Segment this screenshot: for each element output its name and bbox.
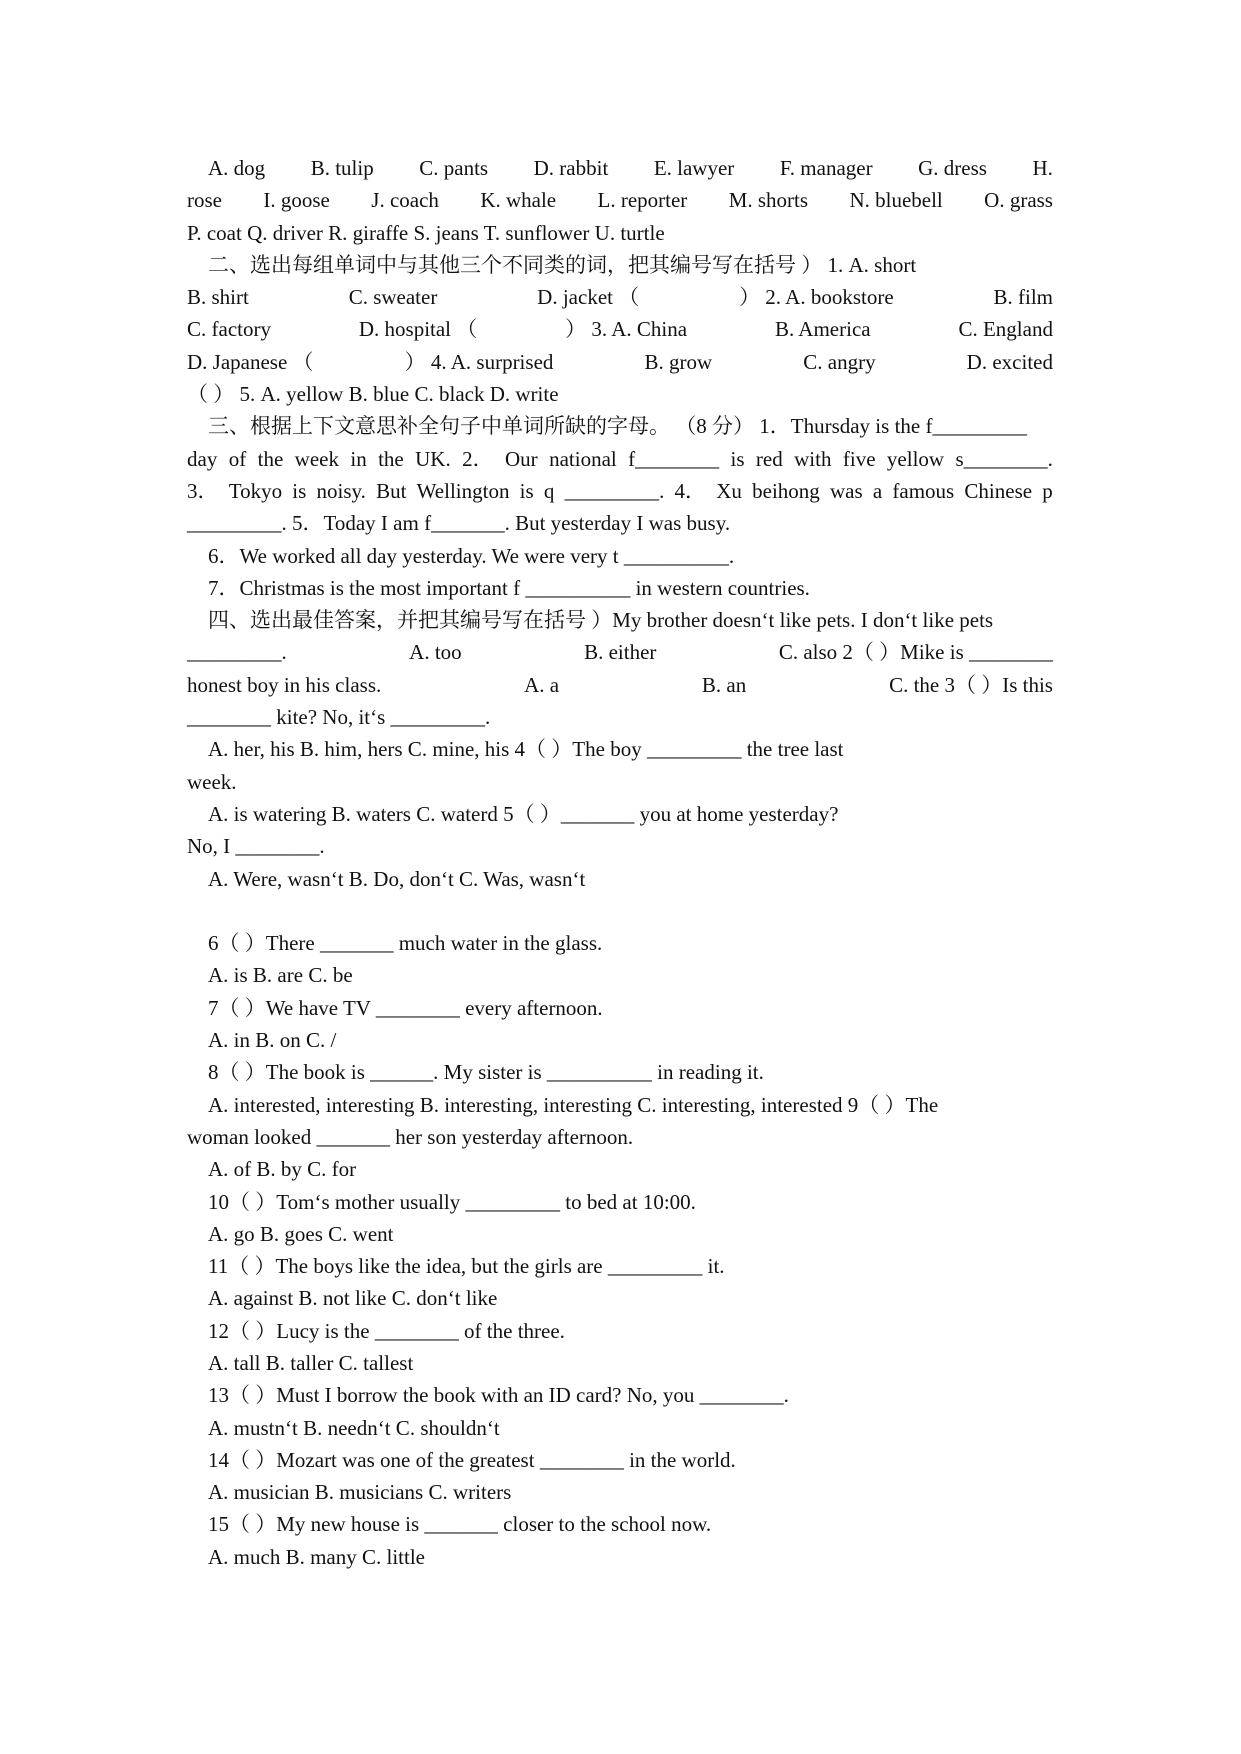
line-segment: F. manager (779, 156, 873, 180)
line-segment: p (1042, 478, 1053, 503)
text-line: _________. 5．Today I am f_______. But yesterday I was busy. (187, 511, 731, 536)
line-segment: is (292, 478, 307, 503)
text-line: （ ） 5. A. yellow B. blue C. black D. write (187, 382, 559, 407)
text-line: woman looked _______ her son yesterday afternoon. (187, 1124, 634, 1149)
line-segment: _________. (187, 640, 287, 665)
text-line: A. is watering B. waters C. waterd 5（ ）_______ you at home yesterday? (208, 801, 839, 826)
text-line: A. musician B. musicians C. writers (208, 1480, 512, 1505)
text-line: 7．Christmas is the most important f __________ in western countries. (208, 575, 810, 600)
line-segment: C. factory (187, 317, 271, 342)
text-line: A. tall B. taller C. tallest (208, 1350, 414, 1375)
line-segment: D. rabbit (533, 156, 609, 180)
line-segment: C. angry (803, 349, 876, 374)
line-segment: f________ (628, 446, 720, 471)
line-segment: D. hospital （ (358, 317, 478, 342)
text-line (187, 281, 1053, 313)
text-line: 10（ ）Tom‘s mother usually _________ to bed at 10:00. (208, 1189, 696, 1214)
line-segment: 4． (674, 478, 707, 503)
text-line: 15（ ）My new house is _______ closer to the school now. (208, 1512, 712, 1537)
text-line: 三、根据上下文意思补全句子中单词所缺的字母。 （8 分） 1．Thursday is the f_________ (208, 414, 1027, 439)
line-segment: noisy. (316, 478, 366, 503)
line-segment: D. Japanese （ (187, 349, 314, 374)
line-segment: D. excited (966, 349, 1053, 374)
text-line (187, 475, 1053, 507)
text-line: 7（ ）We have TV ________ every afternoon. (208, 995, 603, 1020)
line-segment: ） 3. A. China (565, 317, 688, 342)
line-segment: 2． (462, 446, 494, 471)
text-line (187, 636, 1053, 668)
line-segment: day (187, 446, 218, 471)
line-segment: B. grow (644, 349, 713, 374)
text-line: A. is B. are C. be (208, 963, 353, 988)
line-segment: q (543, 478, 555, 503)
line-segment: B. tulip (310, 156, 374, 180)
line-segment: yellow (886, 446, 945, 471)
line-segment: Xu (716, 478, 742, 503)
line-segment: Our (505, 446, 538, 471)
text-line: No, I ________. (187, 834, 325, 859)
line-segment: Tokyo (228, 478, 283, 503)
text-line: A. her, his B. him, hers C. mine, his 4（ ）The boy _________ the tree last (208, 737, 844, 762)
line-segment: UK. (415, 446, 451, 471)
line-segment: Wellington (416, 478, 510, 503)
line-segment: _________. (564, 478, 665, 503)
line-segment: in (350, 446, 367, 471)
line-segment: G. dress (918, 156, 987, 180)
line-segment: with (794, 446, 832, 471)
line-segment: 3． (187, 478, 219, 503)
line-segment: national (549, 446, 617, 471)
text-line: 13（ ）Must I borrow the book with an ID card? No, you ________. (208, 1383, 789, 1408)
line-segment: I. goose (263, 188, 330, 213)
line-segment: A. a (524, 672, 560, 697)
text-line: A. in B. on C. / (208, 1028, 337, 1053)
line-segment: B. America (774, 317, 871, 342)
line-segment: J. coach (371, 188, 439, 213)
line-segment: D. jacket （ (537, 285, 640, 310)
text-line: A. against B. not like C. don‘t like (208, 1286, 498, 1311)
line-segment: B. film (993, 285, 1053, 310)
line-segment: Chinese (964, 478, 1033, 503)
line-segment: a (872, 478, 883, 503)
text-line: 四、选出最佳答案，并把其编号写在括号 ）My brother doesn‘t like pets. I don‘t like pets (208, 608, 994, 633)
text-line: 8（ ）The book is ______. My sister is __________ in reading it. (208, 1060, 764, 1085)
line-segment: ） 4. A. surprised (404, 349, 554, 374)
text-line: A. mustn‘t B. needn‘t C. shouldn‘t (208, 1415, 500, 1440)
line-segment: K. whale (480, 188, 557, 213)
line-segment: five (842, 446, 876, 471)
line-segment: C. sweater (348, 285, 438, 310)
line-segment: C. the 3（ ）Is this (889, 672, 1053, 697)
exam-page (187, 152, 1053, 1573)
line-segment: B. an (701, 672, 747, 697)
text-line (187, 313, 1053, 345)
text-line: A. Were, wasn‘t B. Do, don‘t C. Was, wasn‘t (208, 866, 586, 891)
text-line (187, 443, 1053, 475)
line-segment: M. shorts (728, 188, 809, 213)
line-segment: the (378, 446, 404, 471)
text-line: 14（ ）Mozart was one of the greatest ________ in the world. (208, 1447, 736, 1472)
blank-line (187, 895, 1053, 927)
line-segment: But (376, 478, 407, 503)
text-line: P. coat Q. driver R. giraffe S. jeans T. sunflower U. turtle (187, 220, 665, 245)
line-segment: red (755, 446, 783, 471)
line-segment: A. too (409, 640, 462, 665)
text-line: A. go B. goes C. went (208, 1221, 394, 1246)
line-segment: A. dog (208, 156, 266, 180)
line-segment: ） 2. A. bookstore (739, 285, 894, 310)
line-segment: E. lawyer (653, 156, 735, 180)
line-segment: O. grass (984, 188, 1053, 213)
text-line (187, 184, 1053, 216)
line-segment: beihong (752, 478, 820, 503)
line-segment: C. pants (419, 156, 489, 180)
text-line: 6．We worked all day yesterday. We were very t __________. (208, 543, 735, 568)
text-line: 6（ ）There _______ much water in the glass. (208, 931, 603, 956)
line-segment: famous (892, 478, 955, 503)
text-line: 二、选出每组单词中与其他三个不同类的词，把其编号写在括号 ） 1. A. short (208, 252, 917, 277)
text-line: 12（ ）Lucy is the ________ of the three. (208, 1318, 565, 1343)
text-line (187, 346, 1053, 378)
line-segment: H. (1032, 156, 1053, 180)
line-segment: C. also 2（ ）Mike is ________ (778, 640, 1053, 665)
line-segment: C. England (958, 317, 1053, 342)
line-segment: rose (187, 188, 222, 213)
text-line: A. of B. by C. for (208, 1157, 357, 1182)
line-segment: B. either (584, 640, 657, 665)
line-segment: s________. (955, 446, 1053, 471)
line-segment: is (730, 446, 745, 471)
line-segment: L. reporter (597, 188, 688, 213)
line-segment: honest boy in his class. (187, 672, 382, 697)
line-segment: B. shirt (187, 285, 249, 310)
text-line: A. interested, interesting B. interesting, interesting C. interesting, interested 9（ ）The (208, 1092, 939, 1117)
text-line: 11（ ）The boys like the idea, but the girls are _________ it. (208, 1254, 725, 1279)
line-segment: of (228, 446, 247, 471)
text-line (187, 152, 1053, 184)
line-segment: was (829, 478, 863, 503)
text-line: A. much B. many C. little (208, 1544, 425, 1569)
line-segment: week (294, 446, 339, 471)
line-segment: is (519, 478, 534, 503)
text-line (187, 669, 1053, 701)
line-segment: the (257, 446, 284, 471)
text-line: week. (187, 769, 237, 794)
text-line: ________ kite? No, it‘s _________. (187, 705, 491, 730)
line-segment: N. bluebell (849, 188, 943, 213)
